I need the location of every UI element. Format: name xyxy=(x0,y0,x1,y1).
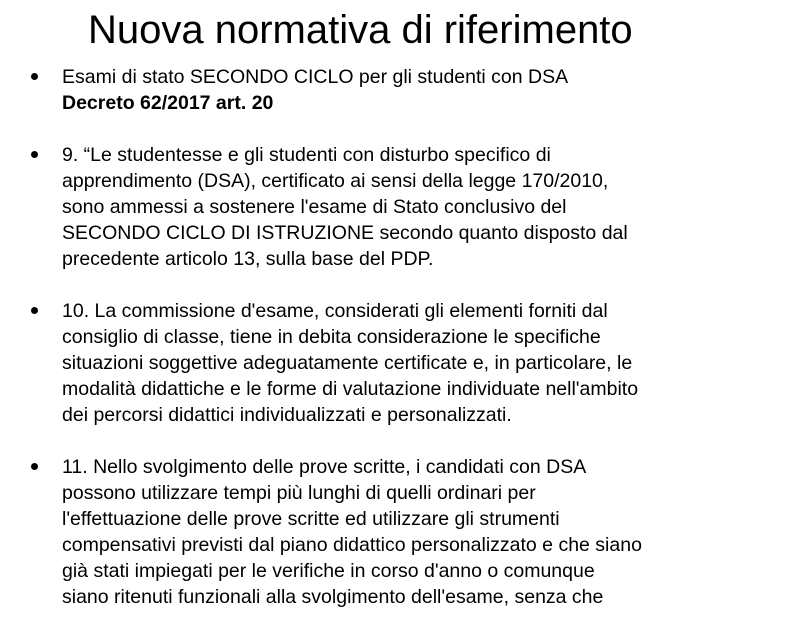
bullet-item-esami xyxy=(30,64,790,116)
bullet-line: Esami di stato SECONDO CICLO per gli studenti con DSA xyxy=(62,66,569,88)
bullet-line: apprendimento (DSA), certificato ai sensi della legge 170/2010, xyxy=(62,170,609,192)
bullet-item-comma-9 xyxy=(30,142,790,272)
bullet-list xyxy=(30,64,790,636)
bullet-line: sono ammessi a sostenere l'esame di Stato conclusivo del xyxy=(62,196,567,218)
bullet-line: modalità didattiche e le forme di valutazione individuate nell'ambito xyxy=(62,378,639,400)
bullet-line: 9. “Le studentesse e gli studenti con disturbo specifico di xyxy=(62,144,551,166)
bullet-line: consiglio di classe, tiene in debita considerazione le specifiche xyxy=(62,326,601,348)
bullet-dot-icon xyxy=(31,73,38,80)
bullet-line: precedente articolo 13, sulla base del PDP. xyxy=(62,248,434,270)
bullet-line: 10. La commissione d'esame, considerati gli elementi forniti dal xyxy=(62,300,608,322)
bullet-line-decreto: Decreto 62/2017 art. 20 xyxy=(62,92,274,114)
bullet-item-comma-11 xyxy=(30,454,790,610)
bullet-line: 11. Nello svolgimento delle prove scritte, i candidati con DSA xyxy=(62,456,587,478)
bullet-line: compensativi previsti dal piano didattico personalizzato e che siano xyxy=(62,534,642,556)
bullet-line: SECONDO CICLO DI ISTRUZIONE secondo quanto disposto dal xyxy=(62,222,628,244)
bullet-dot-icon xyxy=(31,307,38,314)
bullet-line: l'effettuazione delle prove scritte ed utilizzare gli strumenti xyxy=(62,508,560,530)
bullet-line: siano ritenuti funzionali alla svolgimento dell'esame, senza che xyxy=(62,586,604,608)
bullet-line: dei percorsi didattici individualizzati e personalizzati. xyxy=(62,404,512,426)
bullet-line: possono utilizzare tempi più lunghi di quelli ordinari per xyxy=(62,482,536,504)
slide-title: Nuova normativa di riferimento xyxy=(88,8,633,52)
bullet-line: situazioni soggettive adeguatamente certificate e, in particolare, le xyxy=(62,352,633,374)
bullet-item-comma-10 xyxy=(30,298,790,428)
bullet-line: già stati impiegati per le verifiche in corso d'anno o comunque xyxy=(62,560,595,582)
bullet-dot-icon xyxy=(31,463,38,470)
bullet-dot-icon xyxy=(31,151,38,158)
